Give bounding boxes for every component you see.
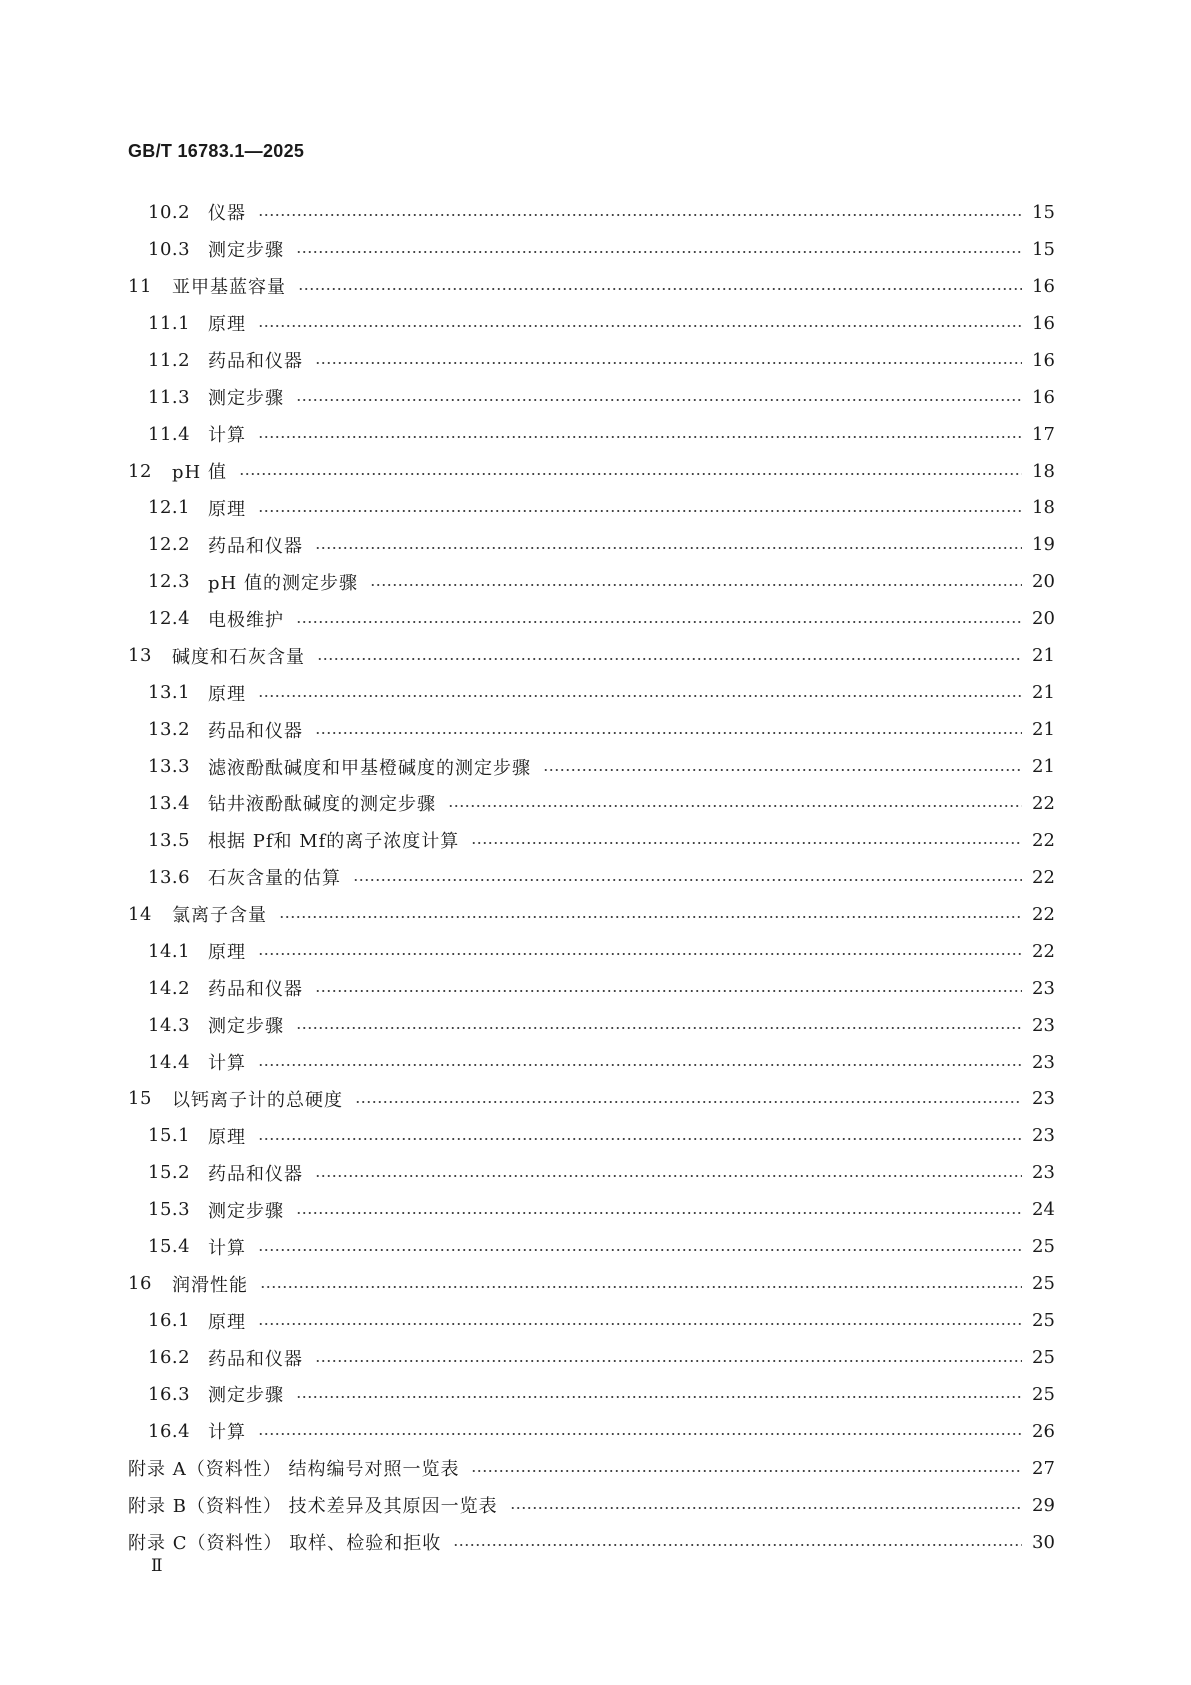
dot-leader	[471, 841, 1022, 845]
toc-entry-number: 12.2	[148, 534, 191, 556]
dot-leader	[315, 546, 1022, 550]
toc-section-entry[interactable]	[128, 1154, 1054, 1191]
toc-section-entry[interactable]	[128, 711, 1054, 748]
toc-entry-title: 原理	[208, 942, 246, 964]
toc-entry-title: 碱度和石灰含量	[172, 646, 305, 668]
toc-entry-page: 24	[1032, 1199, 1055, 1221]
toc-entry-page: 23	[1032, 1014, 1055, 1036]
dot-leader	[260, 1285, 1022, 1289]
dot-leader	[353, 878, 1022, 882]
toc-entry-number: 15.4	[148, 1236, 191, 1258]
toc-section-entry[interactable]	[128, 1376, 1054, 1413]
toc-entry-title: 氯离子含量	[172, 905, 267, 927]
toc-section-entry[interactable]	[128, 785, 1054, 822]
toc-entry-number: 14	[128, 903, 152, 925]
toc-entry-title: 仪器	[208, 203, 246, 225]
dot-leader	[258, 952, 1022, 956]
toc-section-entry[interactable]	[128, 379, 1054, 416]
toc-entry-number: 12.1	[148, 497, 191, 519]
dot-leader	[258, 435, 1022, 439]
toc-entry-title: 测定步骤	[208, 1016, 284, 1038]
dot-leader	[258, 1063, 1022, 1067]
dot-leader	[315, 1359, 1022, 1363]
dot-leader	[239, 472, 1022, 476]
toc-entry-title: 药品和仪器	[208, 979, 303, 1001]
dot-leader	[258, 1248, 1022, 1252]
toc-entry-number: 13	[128, 645, 152, 667]
dot-leader	[317, 657, 1022, 661]
dot-leader	[258, 1322, 1022, 1326]
toc-entry-title: 药品和仪器	[208, 1348, 303, 1370]
toc-entry-number: 16.2	[148, 1347, 191, 1369]
toc-appendix-entry[interactable]	[128, 1450, 1054, 1487]
dot-leader	[296, 1211, 1022, 1215]
toc-entry-page: 25	[1032, 1310, 1055, 1332]
toc-entry-number: 13.5	[148, 829, 191, 851]
toc-entry-title: 原理	[208, 1311, 246, 1333]
dot-leader	[315, 989, 1022, 993]
toc-section-entry[interactable]	[128, 1339, 1054, 1376]
dot-leader	[453, 1543, 1022, 1547]
toc-entry-number: 11.3	[148, 386, 191, 408]
toc-section-entry[interactable]	[128, 600, 1054, 637]
dot-leader	[355, 1100, 1022, 1104]
toc-entry-number: 13.6	[148, 866, 191, 888]
toc-section-entry[interactable]	[128, 1007, 1054, 1044]
page-number: Ⅱ	[151, 1556, 163, 1576]
dot-leader	[543, 768, 1022, 772]
toc-chapter-entry[interactable]	[128, 1081, 1054, 1118]
toc-chapter-entry[interactable]	[128, 268, 1054, 305]
toc-chapter-entry[interactable]	[128, 637, 1054, 674]
toc-section-entry[interactable]	[128, 822, 1054, 859]
toc-entry-page: 27	[1032, 1457, 1055, 1479]
dot-leader	[296, 398, 1022, 402]
toc-entry-title: 药品和仪器	[208, 1163, 303, 1185]
toc-entry-title: 根据 Pf和 Mf的离子浓度计算	[208, 831, 460, 853]
toc-entry-title: 测定步骤	[208, 388, 284, 410]
dot-leader	[510, 1506, 1022, 1510]
toc-entry-page: 15	[1032, 201, 1055, 223]
toc-entry-page: 23	[1032, 1051, 1055, 1073]
toc-entry-number: 10.3	[148, 238, 191, 260]
toc-entry-title: 钻井液酚酞碱度的测定步骤	[208, 794, 436, 816]
dot-leader	[296, 250, 1022, 254]
toc-entry-number: 10.2	[148, 201, 191, 223]
toc-entry-number: 13.4	[148, 792, 191, 814]
dot-leader	[296, 1026, 1022, 1030]
dot-leader	[258, 1137, 1022, 1141]
toc-entry-number: 14.1	[148, 940, 191, 962]
toc-entry-title: 石灰含量的估算	[208, 868, 341, 890]
toc-section-entry[interactable]	[128, 1044, 1054, 1081]
toc-section-entry[interactable]	[128, 1117, 1054, 1154]
toc-entry-number: 11.1	[148, 312, 191, 334]
toc-entry-page: 17	[1032, 423, 1055, 445]
toc-entry-page: 18	[1032, 460, 1055, 482]
toc-entry-page: 25	[1032, 1347, 1055, 1369]
toc-entry-page: 25	[1032, 1273, 1055, 1295]
toc-entry-page: 16	[1032, 349, 1055, 371]
toc-section-entry[interactable]	[128, 563, 1054, 600]
toc-section-entry[interactable]	[128, 748, 1054, 785]
toc-entry-number: 13.3	[148, 756, 191, 778]
toc-entry-title: 计算	[208, 1053, 246, 1075]
toc-entry-title: 药品和仪器	[208, 535, 303, 557]
toc-entry-title: 药品和仪器	[208, 351, 303, 373]
toc-entry-number: 16	[128, 1273, 152, 1295]
toc-section-entry[interactable]	[128, 194, 1054, 231]
toc-appendix-entry[interactable]	[128, 1487, 1054, 1524]
toc-section-entry[interactable]	[128, 231, 1054, 268]
toc-entry-number: 16.4	[148, 1420, 191, 1442]
toc-entry-page: 25	[1032, 1383, 1055, 1405]
toc-entry-page: 21	[1032, 719, 1055, 741]
table-of-contents	[128, 194, 1054, 1561]
dot-leader	[315, 1174, 1022, 1178]
toc-entry-number: 11.2	[148, 349, 191, 371]
toc-entry-title: 药品和仪器	[208, 720, 303, 742]
toc-entry-number: 12.3	[148, 571, 191, 593]
toc-entry-title: 原理	[208, 498, 246, 520]
toc-entry-title: pH 值	[172, 462, 227, 484]
dot-leader	[448, 804, 1022, 808]
toc-entry-title: 附录 C（资料性） 取样、检验和拒收	[128, 1533, 442, 1555]
toc-entry-page: 16	[1032, 275, 1055, 297]
toc-section-entry[interactable]	[128, 305, 1054, 342]
toc-section-entry[interactable]	[128, 526, 1054, 563]
toc-entry-page: 16	[1032, 386, 1055, 408]
toc-chapter-entry[interactable]	[128, 896, 1054, 933]
toc-entry-title: 原理	[208, 314, 246, 336]
toc-section-entry[interactable]	[128, 1191, 1054, 1228]
toc-entry-title: 附录 A（资料性） 结构编号对照一览表	[128, 1459, 460, 1481]
toc-section-entry[interactable]	[128, 1413, 1054, 1450]
toc-entry-title: 润滑性能	[172, 1274, 248, 1296]
toc-entry-number: 12.4	[148, 608, 191, 630]
dot-leader	[258, 509, 1022, 513]
dot-leader	[370, 583, 1022, 587]
toc-section-entry[interactable]	[128, 416, 1054, 453]
toc-entry-page: 22	[1032, 866, 1055, 888]
toc-entry-page: 16	[1032, 312, 1055, 334]
toc-entry-page: 21	[1032, 645, 1055, 667]
toc-entry-title: 测定步骤	[208, 240, 284, 262]
toc-entry-number: 15.3	[148, 1199, 191, 1221]
toc-entry-page: 22	[1032, 829, 1055, 851]
toc-entry-title: 附录 B（资料性） 技术差异及其原因一览表	[128, 1496, 498, 1518]
toc-entry-page: 25	[1032, 1236, 1055, 1258]
toc-entry-page: 23	[1032, 977, 1055, 999]
dot-leader	[315, 361, 1022, 365]
toc-entry-title: pH 值的测定步骤	[208, 572, 358, 594]
dot-leader	[315, 731, 1022, 735]
dot-leader	[296, 620, 1022, 624]
toc-entry-page: 23	[1032, 1162, 1055, 1184]
toc-section-entry[interactable]	[128, 342, 1054, 379]
toc-entry-title: 以钙离子计的总硬度	[172, 1089, 343, 1111]
toc-entry-number: 14.3	[148, 1014, 191, 1036]
toc-entry-number: 11	[128, 275, 152, 297]
document-header: GB/T 16783.1—2025	[128, 141, 305, 161]
toc-entry-page: 21	[1032, 756, 1055, 778]
toc-section-entry[interactable]	[128, 490, 1054, 527]
dot-leader	[258, 213, 1022, 217]
toc-entry-title: 计算	[208, 1422, 246, 1444]
toc-entry-page: 30	[1032, 1531, 1055, 1553]
toc-entry-page: 20	[1032, 571, 1055, 593]
toc-section-entry[interactable]	[128, 674, 1054, 711]
toc-section-entry[interactable]	[128, 970, 1054, 1007]
toc-entry-number: 14.4	[148, 1051, 191, 1073]
toc-entry-number: 16.3	[148, 1383, 191, 1405]
toc-entry-title: 测定步骤	[208, 1385, 284, 1407]
toc-entry-title: 滤液酚酞碱度和甲基橙碱度的测定步骤	[208, 757, 531, 779]
toc-entry-page: 18	[1032, 497, 1055, 519]
toc-entry-page: 21	[1032, 682, 1055, 704]
toc-entry-page: 19	[1032, 534, 1055, 556]
dot-leader	[258, 1432, 1022, 1436]
toc-section-entry[interactable]	[128, 1228, 1054, 1265]
toc-entry-page: 20	[1032, 608, 1055, 630]
dot-leader	[279, 915, 1022, 919]
toc-entry-page: 23	[1032, 1088, 1055, 1110]
toc-entry-page: 29	[1032, 1494, 1055, 1516]
toc-entry-page: 26	[1032, 1420, 1055, 1442]
toc-entry-page: 22	[1032, 940, 1055, 962]
dot-leader	[258, 694, 1022, 698]
toc-section-entry[interactable]	[128, 933, 1054, 970]
toc-entry-title: 电极维护	[208, 609, 284, 631]
toc-entry-number: 12	[128, 460, 152, 482]
toc-entry-page: 15	[1032, 238, 1055, 260]
toc-entry-title: 原理	[208, 683, 246, 705]
toc-entry-title: 计算	[208, 1237, 246, 1259]
toc-appendix-entry[interactable]	[128, 1524, 1054, 1561]
toc-entry-number: 13.1	[148, 682, 191, 704]
dot-leader	[471, 1469, 1022, 1473]
toc-entry-page: 23	[1032, 1125, 1055, 1147]
toc-entry-title: 测定步骤	[208, 1200, 284, 1222]
dot-leader	[298, 287, 1022, 291]
toc-entry-page: 22	[1032, 792, 1055, 814]
toc-section-entry[interactable]	[128, 1302, 1054, 1339]
toc-entry-title: 计算	[208, 425, 246, 447]
toc-section-entry[interactable]	[128, 859, 1054, 896]
toc-chapter-entry[interactable]	[128, 1265, 1054, 1302]
toc-entry-number: 16.1	[148, 1310, 191, 1332]
toc-entry-number: 15.2	[148, 1162, 191, 1184]
toc-entry-title: 亚甲基蓝容量	[172, 277, 286, 299]
dot-leader	[296, 1395, 1022, 1399]
toc-entry-number: 11.4	[148, 423, 191, 445]
toc-entry-number: 15.1	[148, 1125, 191, 1147]
toc-entry-title: 原理	[208, 1126, 246, 1148]
toc-entry-number: 14.2	[148, 977, 191, 999]
toc-chapter-entry[interactable]	[128, 453, 1054, 490]
toc-entry-number: 13.2	[148, 719, 191, 741]
toc-entry-number: 15	[128, 1088, 152, 1110]
dot-leader	[258, 324, 1022, 328]
toc-entry-page: 22	[1032, 903, 1055, 925]
